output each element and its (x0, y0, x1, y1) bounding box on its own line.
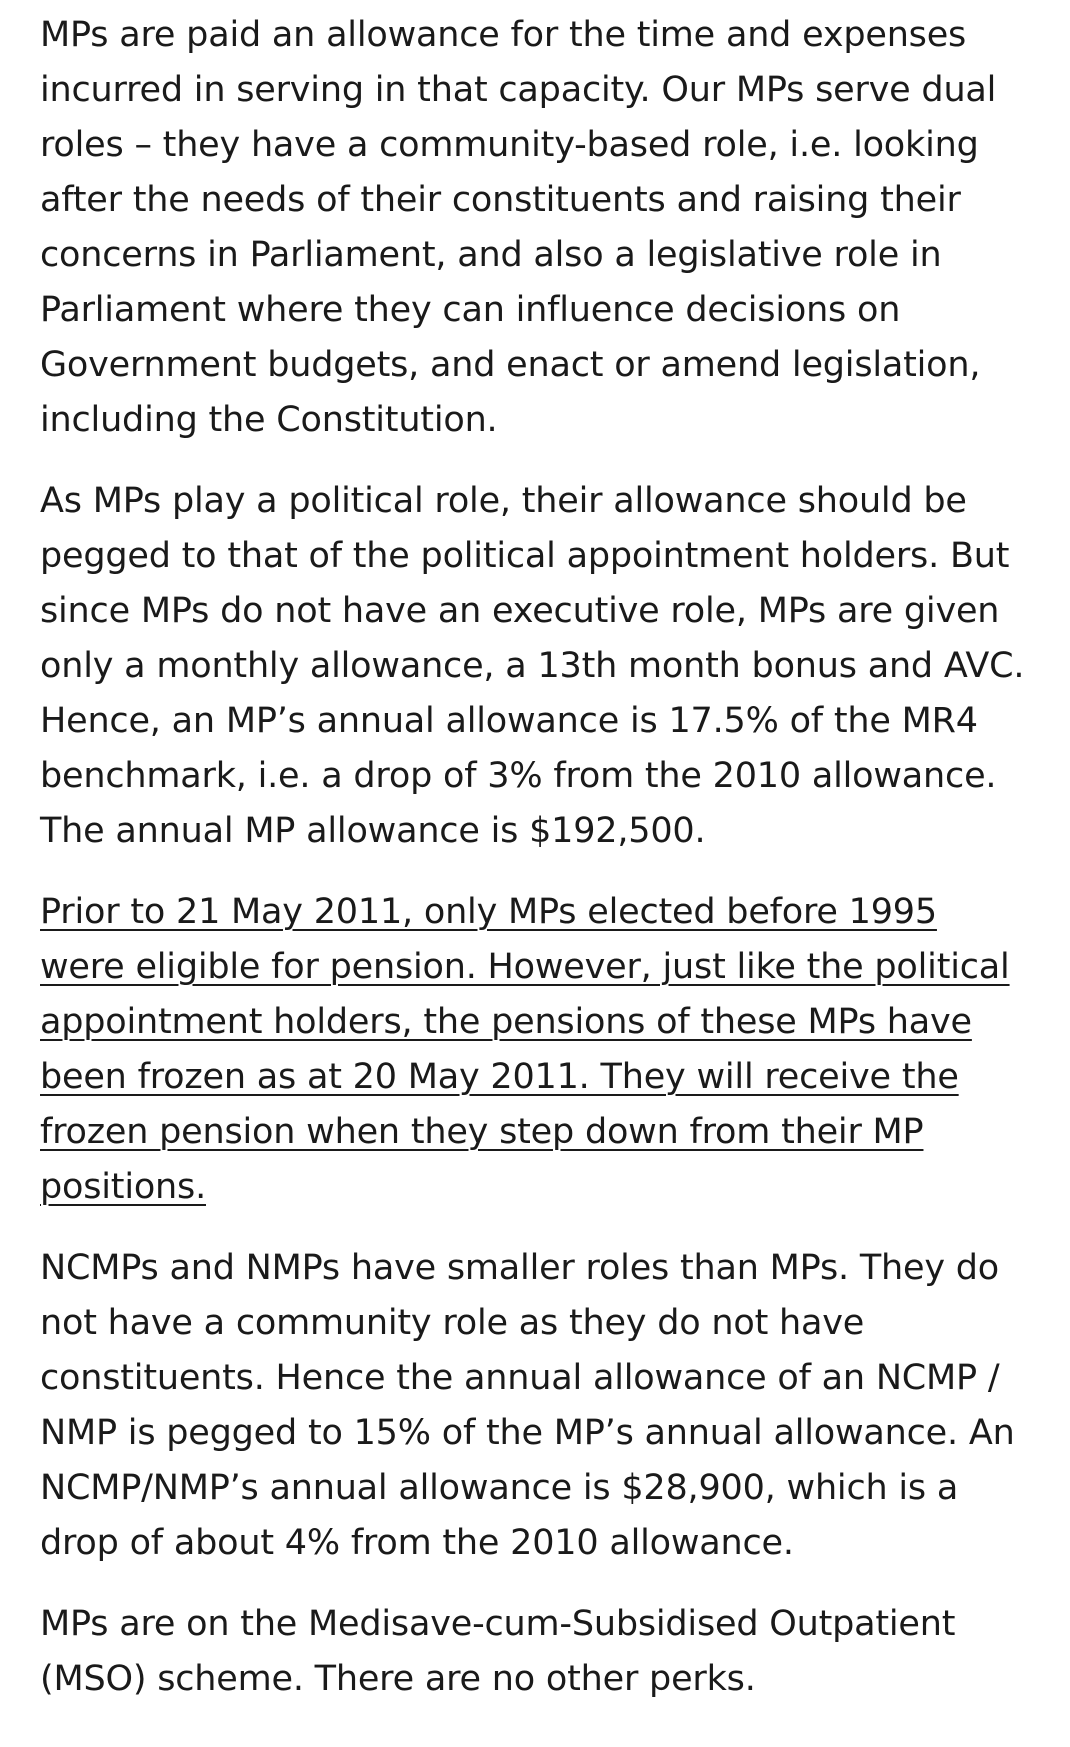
paragraph-ncmp-nmp-allowance: NCMPs and NMPs have smaller roles than MPs. They do not have a community role as they do not have constituents. Hence the annual allowance of an NCMP / NMP is pegged to 15% of the MP’s annual allowance. An NCMP/NMP’s annual allowance is $28,900, which is a drop of about 4% from the 2010 allowance. (40, 1248, 1015, 1563)
paragraph-mp-roles: MPs are paid an allowance for the time and expenses incurred in serving in that capacity. Our MPs serve dual roles – they have a community-based role, i.e. looking after the needs of their constituents and raising their concerns in Parliament, and also a legislative role in Parliament where they can influence decisions on Government budgets, and enact or amend legislation, including the Constitution. (40, 15, 997, 440)
paragraph-mso-scheme: MPs are on the Medisave-cum-Subsidised Outpatient (MSO) scheme. There are no other perks. (40, 1604, 956, 1699)
paragraph-mp-allowance: As MPs play a political role, their allowance should be pegged to that of the political appointment holders. But since MPs do not have an executive role, MPs are given only a monthly allowance, a 13th month bonus and AVC. Hence, an MP’s annual allowance is 17.5% of the MR4 benchmark, i.e. a drop of 3% from the 2010 allowance. The annual MP allowance is $192,500. (40, 481, 1025, 851)
paragraph-pension-underlined: Prior to 21 May 2011, only MPs elected before 1995 were eligible for pension. However, just like the political appointment holders, the pensions of these MPs have been frozen as at 20 May 2011. They will receive the frozen pension when they step down from their MP positions. (40, 892, 1010, 1207)
